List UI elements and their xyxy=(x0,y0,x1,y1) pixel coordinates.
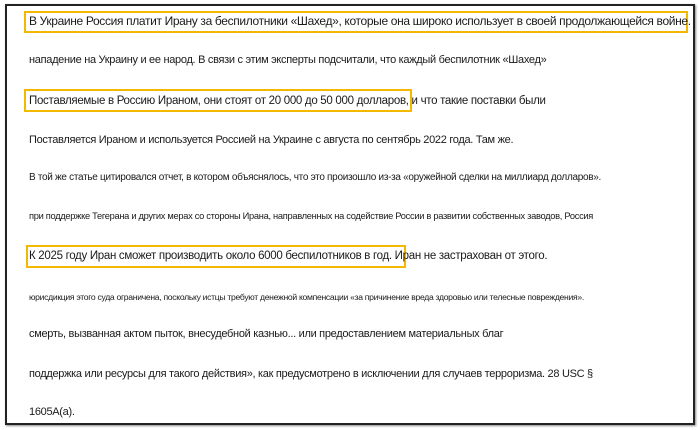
text-line: Поставляется Ираном и используется Россией на Украине с августа по сентябрь 2022 года. Там же. xyxy=(29,134,514,146)
highlighted-text: Поставляемые в Россию Ираном, они стоят от 20 000 до 50 000 долларов, xyxy=(29,95,409,107)
text-line: смерть, вызванная актом пыток, внесудебной казнью... или предоставлением материальных благ xyxy=(29,328,504,340)
highlighted-text: К 2025 году Иран сможет производить около 6000 беспилотников в год. xyxy=(29,250,392,262)
text-line: В Украине Россия платит Ирану за беспилотники «Шахед», которые она широко использует в своей продолжающейся войне. xyxy=(29,14,691,28)
text-line: В той же статье цитировался отчет, в котором объяснялось, что это произошло из-за «оружейной сделки на миллиард долларов». xyxy=(29,172,602,183)
text-line: нападение на Украину и ее народ. В связи с этим эксперты подсчитали, что каждый беспилотник «Шахед» xyxy=(29,54,547,66)
text-line xyxy=(29,94,546,108)
text-span: Иран не застрахован от этого. xyxy=(391,250,548,262)
text-line: при поддержке Тегерана и других мерах со стороны Ирана, направленных на содействие России в развитии собственных заводов, Россия xyxy=(29,211,594,221)
text-line: юрисдикция этого суда ограничена, поскольку истцы требуют денежной компенсации «за причинение вреда здоровью или телесные повреждения». xyxy=(29,292,584,302)
text-line: 1605A(a). xyxy=(29,406,75,418)
text-line: поддержка или ресурсы для такого действия», как предусмотрено в исключении для случаев терроризма. 28 USC § xyxy=(29,368,593,380)
text-span: и что такие поставки были xyxy=(408,95,546,107)
text-line xyxy=(29,249,547,263)
